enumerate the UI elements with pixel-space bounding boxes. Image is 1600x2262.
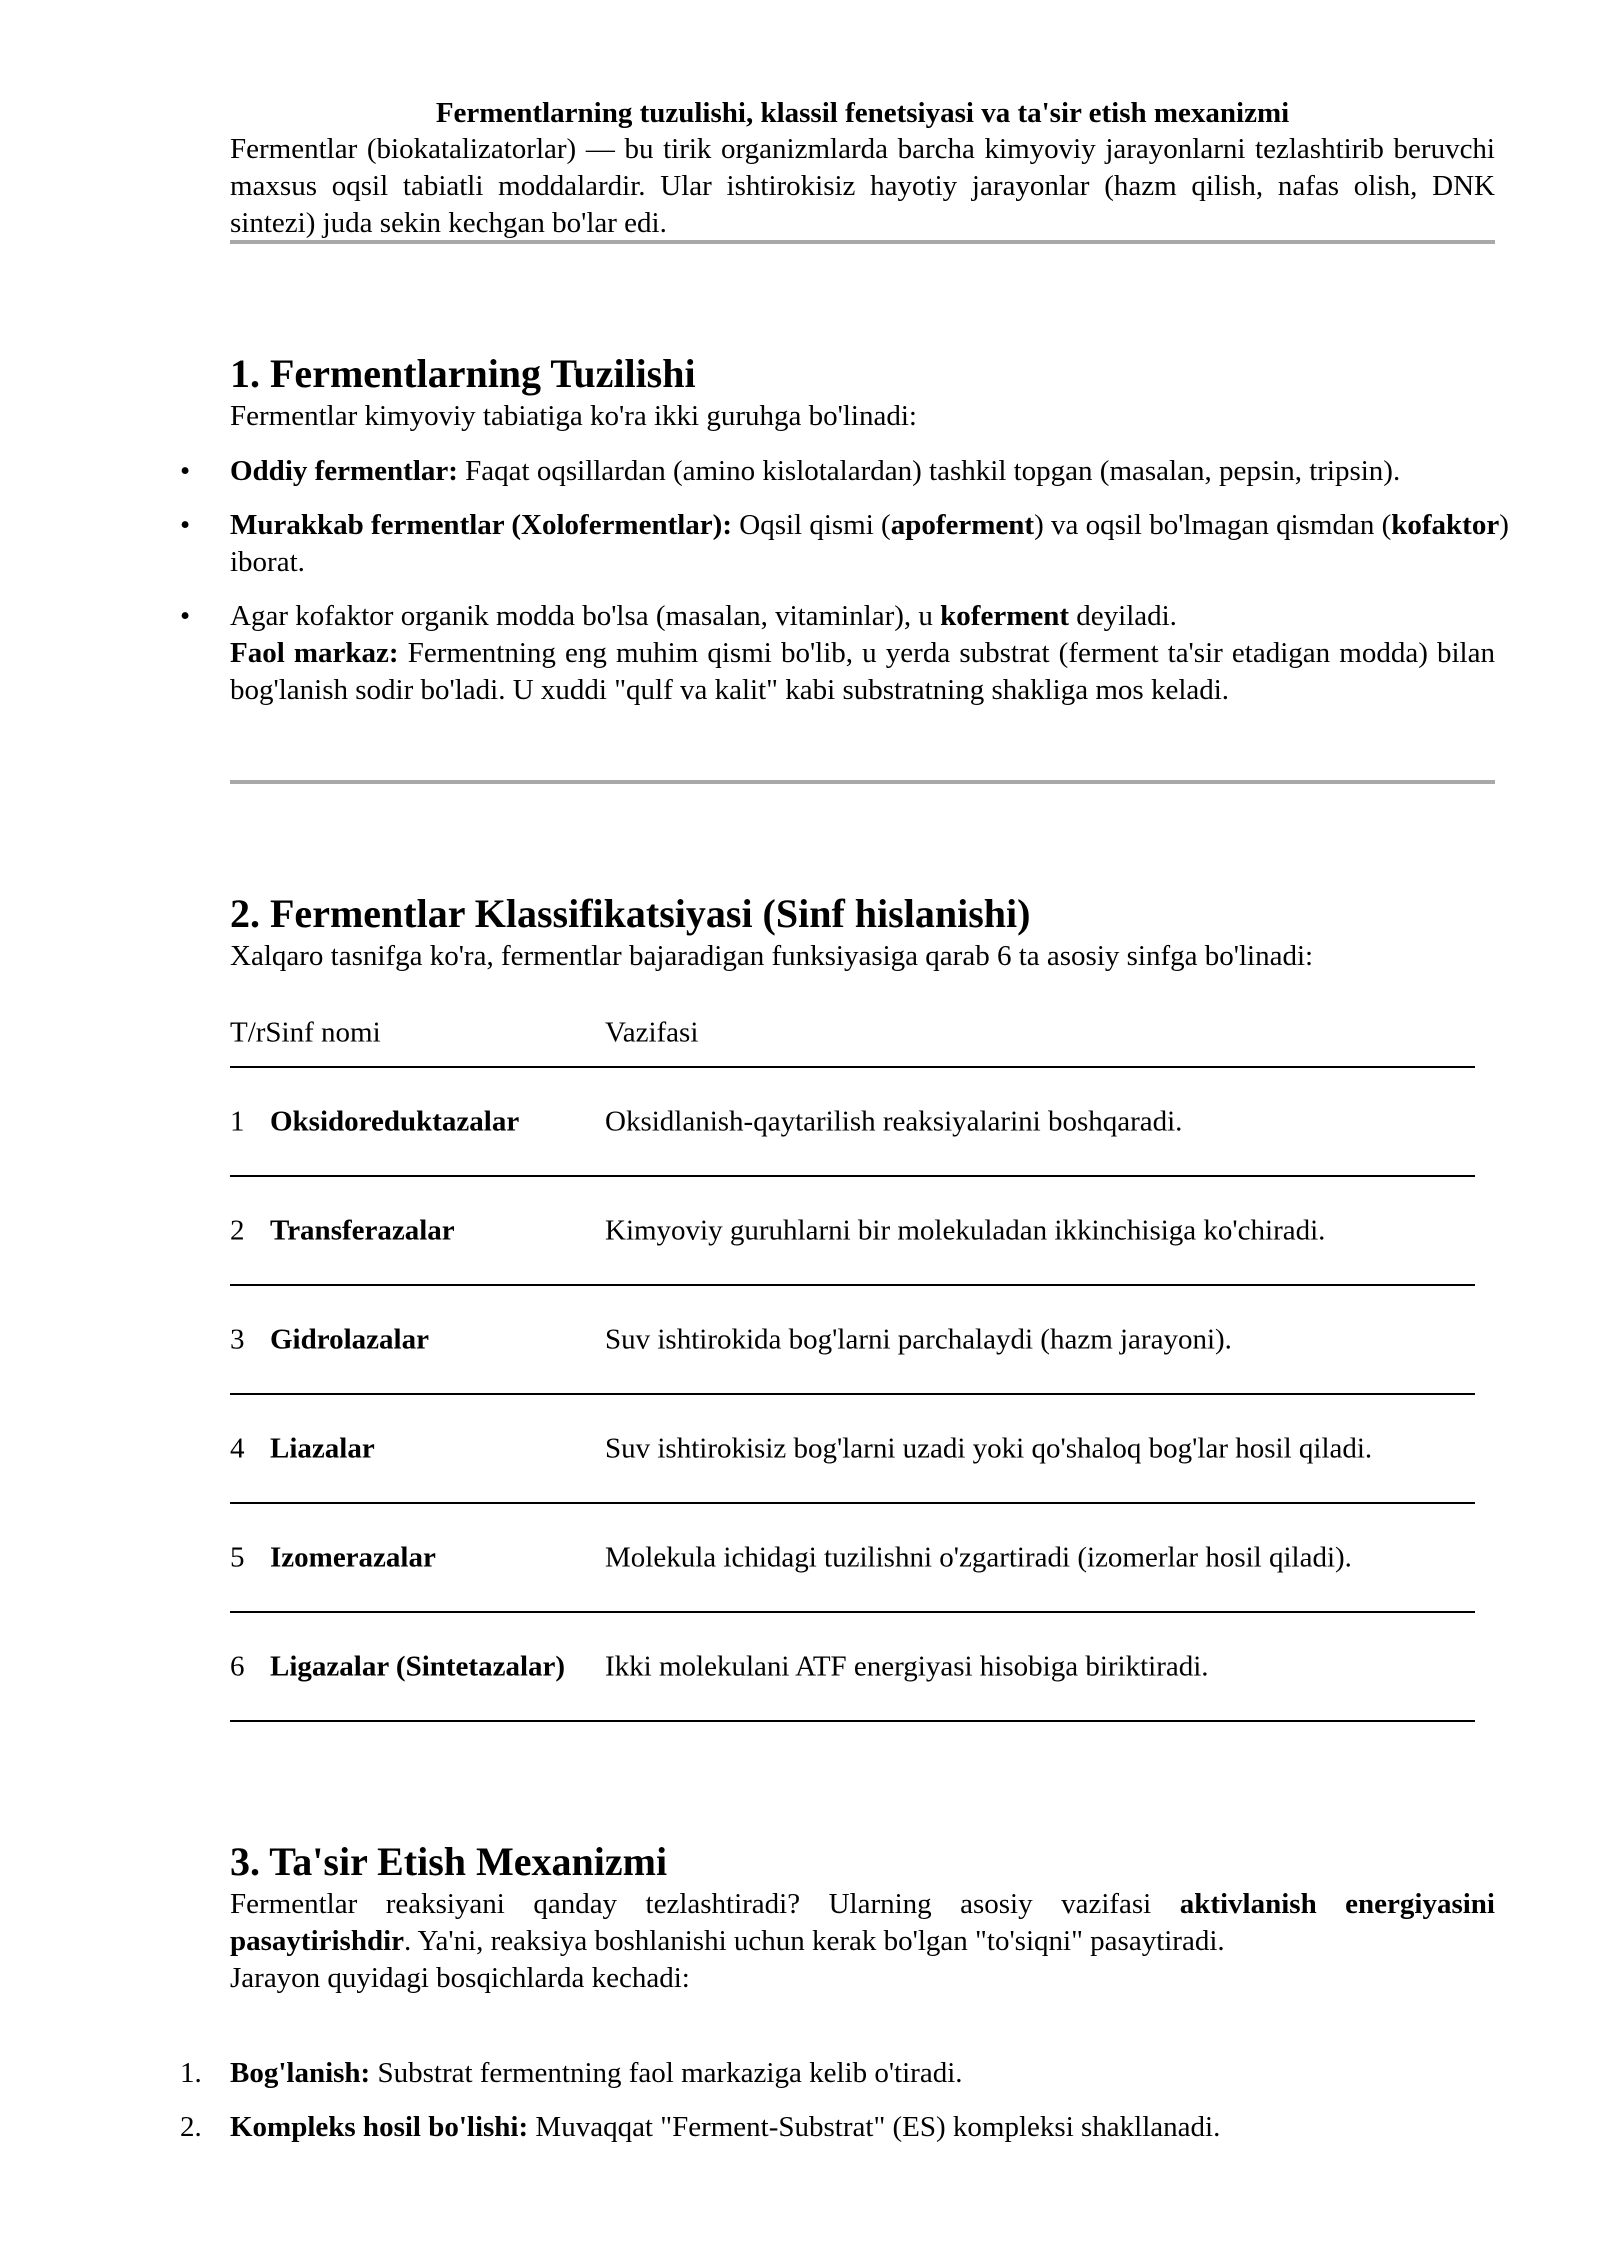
term-text: ) va oqsil bo'lmagan qismdan ( [1034,509,1392,541]
structure-bullet-list [180,453,1509,726]
bullet-icon: • [180,600,191,632]
term-text: Agar kofaktor organik modda bo'lsa (masalan, vitaminlar), u [230,600,941,632]
mechanism-paragraph [230,1886,1495,1997]
table-header-row [230,1000,1475,1068]
class-function: Oksidlanish-qaytarilish reaksiyalarini boshqaradi. [605,1105,1183,1137]
term-text: Oqsil qismi ( [732,509,891,541]
step-number: 2. [180,2111,202,2143]
paragraph-text: Jarayon quyidagi bosqichlarda kechadi: [230,1962,690,1994]
class-name: Liazalar [270,1432,375,1464]
table-row [230,1177,1475,1286]
row-number: 6 [230,1650,245,1682]
list-item [180,2109,1495,2146]
column-header: Vazifasi [605,1016,699,1049]
row-number: 3 [230,1323,245,1355]
class-name: Transferazalar [270,1214,455,1246]
list-item [180,453,1495,490]
paragraph-text: Fermentlar reaksiyani qanday tezlashtiradi? Ularning asosiy vazifasi [230,1888,1180,1920]
keyword: apoferment [890,509,1035,541]
class-function: Molekula ichidagi tuzilishni o'zgartiradi (izomerlar hosil qiladi). [605,1541,1352,1573]
class-name: Ligazalar (Sintetazalar) [270,1650,566,1682]
term-label: Faol markaz: [230,637,399,669]
bullet-icon: • [180,455,191,487]
row-number: 2 [230,1214,245,1246]
mechanism-steps-list [180,2055,1495,2163]
intro-paragraph: Fermentlar (biokatalizatorlar) — bu tirik organizmlarda barcha kimyoviy jarayonlarni tezlashtirib beruvchi maxsus oqsil tabiatli moddalardir. Ular ishtirokisiz hayotiy jarayonlar (hazm qilish, nafas olish, DNK sintezi) juda sekin kechgan bo'lar edi. [230,133,1495,239]
term-label: Murakkab fermentlar (Xolofermentlar): [230,509,732,541]
term-label: Oddiy fermentlar: [230,455,458,487]
section-divider [230,780,1495,784]
keyword: koferment [940,600,1070,632]
step-label: Bog'lanish: [230,2057,371,2089]
table-row [230,1395,1475,1504]
section-lead: Fermentlar kimyoviy tabiatiga ko'ra ikki guruhga bo'linadi: [230,400,917,432]
class-function: Ikki molekulani ATF energiyasi hisobiga biriktiradi. [605,1650,1209,1682]
class-name: Oksidoreduktazalar [270,1105,520,1137]
term-text: deyiladi. [1069,600,1177,632]
term-text: ) iborat. [230,509,1509,578]
row-number: 5 [230,1541,245,1573]
document-title: Fermentlarning tuzulishi, klassil fenetsiyasi va ta'sir etish mexanizmi [435,97,1290,129]
section-heading-mechanism: 3. Ta'sir Etish Mexanizmi [230,1839,668,1884]
list-item [180,507,1520,581]
enzyme-class-table [230,1000,1475,1722]
class-name: Izomerazalar [270,1541,436,1573]
section-heading-classification: 2. Fermentlar Klassifikatsiyasi (Sinf hislanishi) [230,891,1031,936]
table-row [230,1613,1475,1722]
class-function: Suv ishtirokisiz bog'larni uzadi yoki qo'shaloq bog'lar hosil qiladi. [605,1432,1373,1464]
class-function: Kimyoviy guruhlarni bir molekuladan ikkinchisiga ko'chiradi. [605,1214,1326,1246]
class-name: Gidrolazalar [270,1323,429,1355]
keyword: aktivlanish energiyasini pasaytirishdir [230,1888,1495,1957]
row-number: 1 [230,1105,245,1137]
bullet-icon: • [180,509,191,541]
paragraph-text: . Ya'ni, reaksiya boshlanishi uchun kerak bo'lgan "to'siqni" pasaytiradi. [404,1925,1225,1957]
section-divider [230,240,1495,244]
section-lead: Xalqaro tasnifga ko'ra, fermentlar bajaradigan funksiyasiga qarab 6 ta asosiy sinfga bo'linadi: [230,940,1314,972]
step-number: 1. [180,2057,202,2089]
keyword: kofaktor [1391,509,1500,541]
table-row [230,1068,1475,1177]
term-text: Fermentning eng muhim qismi bo'lib, u yerda substrat (ferment ta'sir etadigan modda) bilan bog'lanish sodir bo'ladi. U xuddi "qulf va kalit" kabi substratning shakliga mos keladi. [230,637,1495,706]
column-header: T/rSinf nomi [230,1016,381,1049]
section-heading-structure: 1. Fermentlarning Tuzilishi [230,351,696,396]
step-label: Kompleks hosil bo'lishi: [230,2111,529,2143]
table-row [230,1504,1475,1613]
table-row [230,1286,1475,1395]
list-item [180,2055,1495,2092]
term-text: Faqat oqsillardan (amino kislotalardan) tashkil topgan (masalan, pepsin, tripsin). [457,455,1401,487]
step-text: Substrat fermentning faol markaziga kelib o'tiradi. [370,2057,963,2089]
row-number: 4 [230,1432,245,1464]
list-item [180,598,1495,709]
step-text: Muvaqqat "Ferment-Substrat" (ES) kompleksi shakllanadi. [528,2111,1221,2143]
class-function: Suv ishtirokida bog'larni parchalaydi (hazm jarayoni). [605,1323,1232,1355]
